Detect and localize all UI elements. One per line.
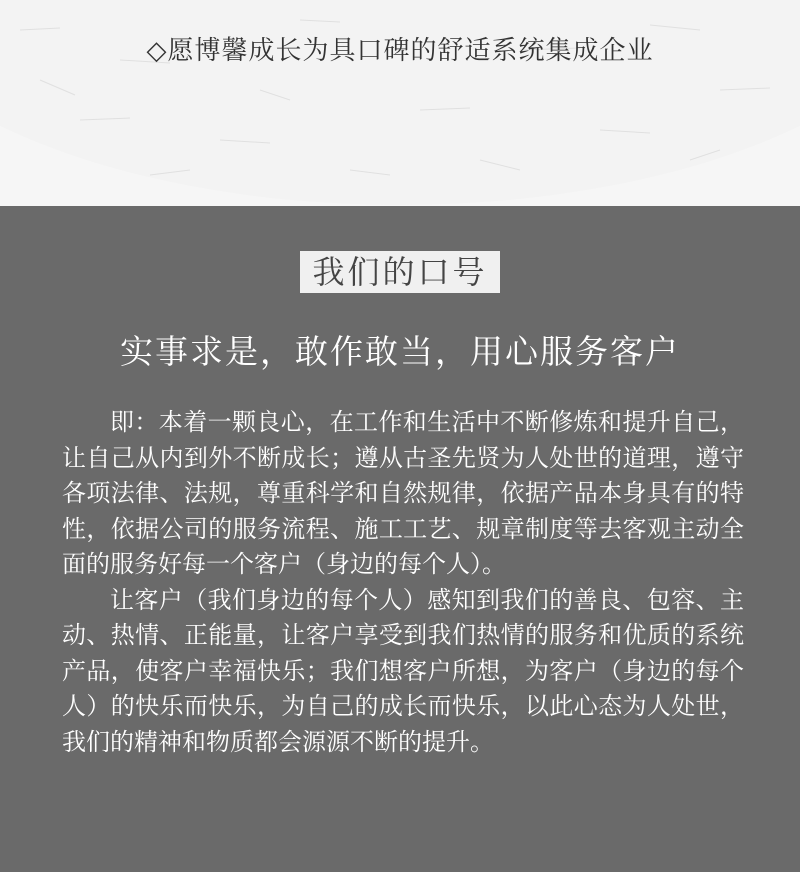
slogan-text: 实事求是，敢作敢当，用心服务客户: [120, 332, 680, 371]
body-paragraph: 即：本着一颗良心，在工作和生活中不断修炼和提升自己，让自己从内到外不断成长；遵从古圣先贤为人处世的道理，遵守各项法律、法规，尊重科学和自然规律，依据产品本身具有的特性，依据公司的服务流程、施工工艺、规章制度等去客观主动全面的服务好每一个客户（身边的每个人）。: [62, 408, 744, 578]
body-paragraph: 让客户（我们身边的每个人）感知到我们的善良、包容、主动、热情、正能量，让客户享受到我们热情的服务和优质的系统产品，使客户幸福快乐；我们想客户所想，为客户（身边的每个人）的快乐而快乐，为自己的成长而快乐，以此心态为人处世，我们的精神和物质都会源源不断的提升。: [62, 585, 744, 756]
slogan-label: 我们的口号: [300, 251, 499, 293]
body-text: [62, 405, 744, 760]
header-title: ◇愿博馨成长为具口碑的舒适系统集成企业: [146, 36, 654, 66]
